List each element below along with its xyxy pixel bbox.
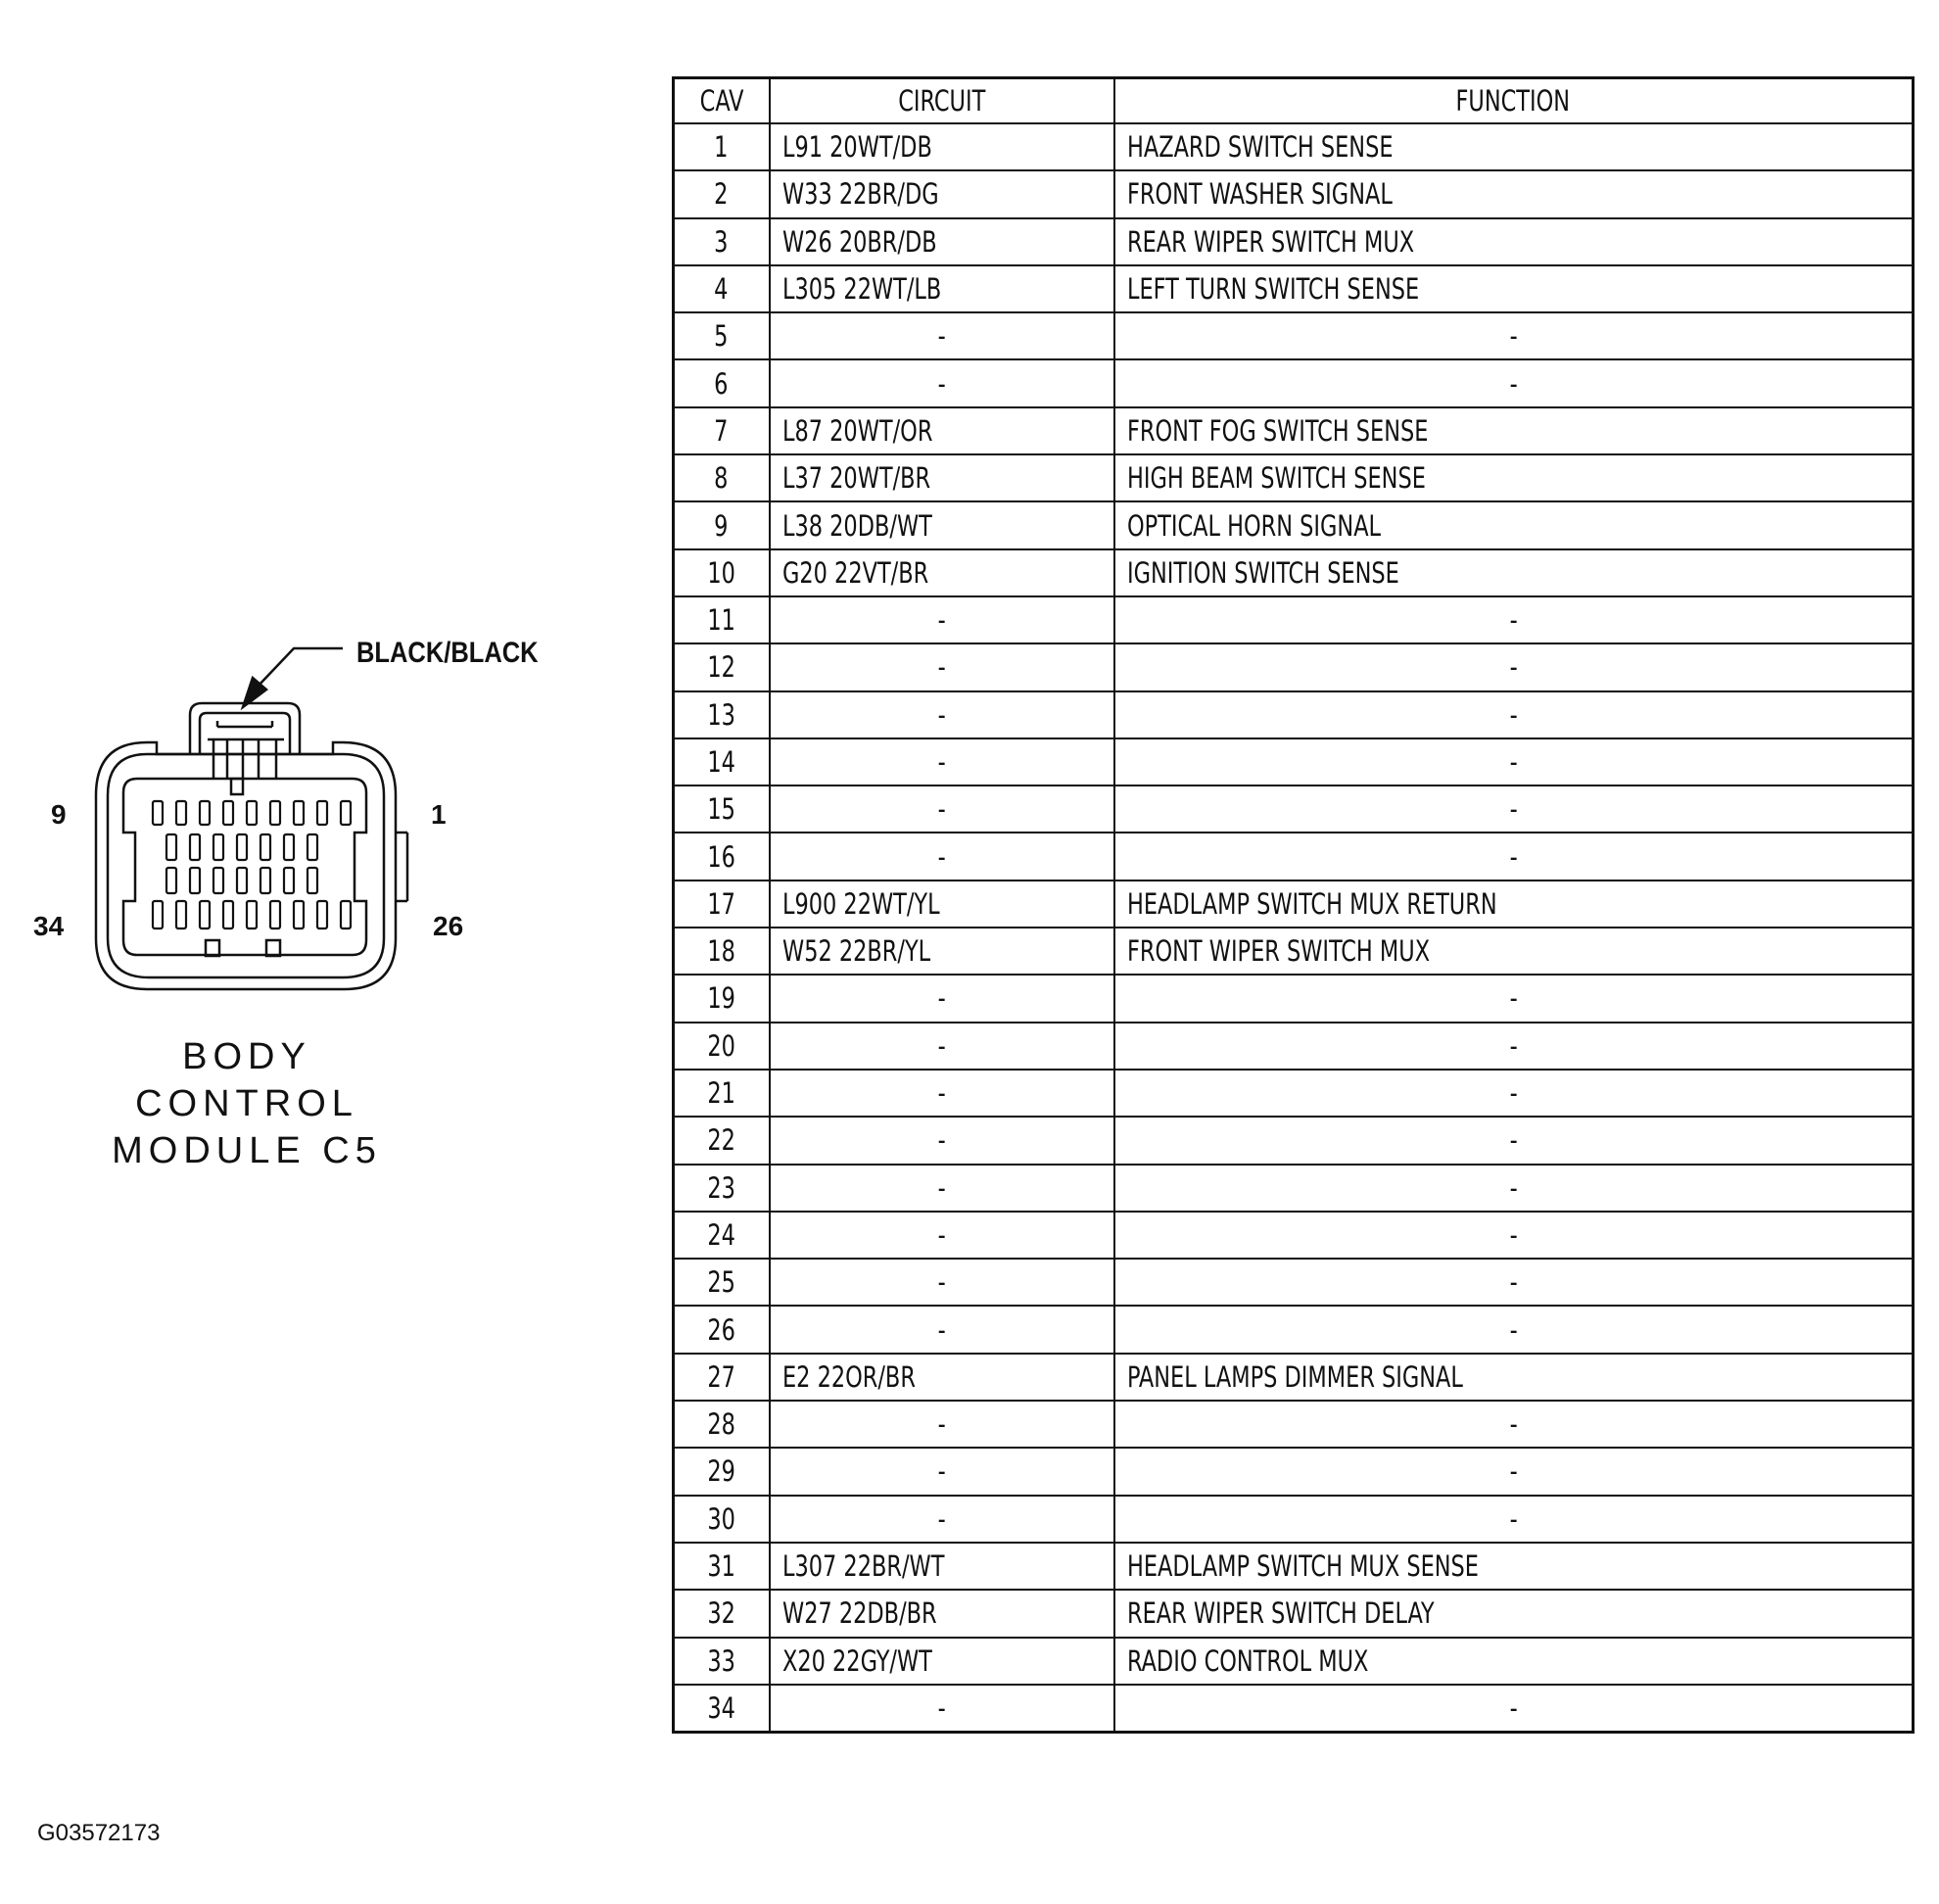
terminal-cavity [166,834,176,860]
cav-cell: 20 [674,1023,770,1070]
terminal-cavity [307,868,317,893]
table-row [674,1638,1914,1685]
function-cell: - [1114,1023,1914,1070]
circuit-cell: - [770,1212,1114,1259]
terminal-cavity [200,901,210,928]
circuit-cell: - [770,1259,1114,1306]
circuit-cell: - [770,1023,1114,1070]
callout-leader-line [257,648,343,688]
table-row [674,1496,1914,1543]
table-row [674,975,1914,1022]
pin-label-26: 26 [433,911,464,941]
cav-cell: 28 [674,1401,770,1448]
table-row [674,170,1914,217]
cav-cell: 22 [674,1117,770,1164]
pin-label-34: 34 [33,911,65,941]
function-cell: - [1114,643,1914,690]
circuit-cell: - [770,596,1114,643]
terminal-cavity [190,834,200,860]
cav-cell: 3 [674,218,770,265]
table-header-row [674,78,1914,124]
circuit-cell: - [770,1070,1114,1117]
terminal-cavity [294,801,304,825]
terminal-cavity [176,901,186,928]
terminal-cavity [176,801,186,825]
function-cell: HEADLAMP SWITCH MUX RETURN [1114,881,1914,928]
cav-cell: 16 [674,833,770,880]
connector-name [98,1033,396,1174]
function-cell: FRONT WIPER SWITCH MUX [1114,928,1914,975]
table-row [674,359,1914,406]
table-row [674,1165,1914,1212]
circuit-cell: - [770,1165,1114,1212]
circuit-cell: W52 22BR/YL [770,928,1114,975]
function-cell: - [1114,359,1914,406]
connector-name-line-2: CONTROL [135,1083,358,1124]
cav-cell: 6 [674,359,770,406]
terminal-cavity [317,801,327,825]
cav-cell: 31 [674,1543,770,1590]
function-cell: OPTICAL HORN SIGNAL [1114,501,1914,548]
table-row [674,454,1914,501]
terminal-cavity [284,834,294,860]
header-function: FUNCTION [1114,78,1914,124]
connector-name-line-3: MODULE C5 [112,1130,382,1171]
table-row [674,596,1914,643]
terminal-cavity [237,834,247,860]
function-cell: - [1114,1306,1914,1353]
terminal-cavity [260,868,270,893]
circuit-cell: L37 20WT/BR [770,454,1114,501]
pin-label-1: 1 [431,799,447,830]
circuit-cell: - [770,738,1114,785]
terminal-cavity-grid [153,801,351,928]
circuit-cell: L305 22WT/LB [770,265,1114,312]
circuit-cell: G20 22VT/BR [770,549,1114,596]
table-row [674,1590,1914,1637]
terminal-cavity [153,901,163,928]
terminal-cavity [260,834,270,860]
circuit-cell: X20 22GY/WT [770,1638,1114,1685]
circuit-cell: W33 22BR/DG [770,170,1114,217]
function-cell: - [1114,312,1914,359]
function-cell: LEFT TURN SWITCH SENSE [1114,265,1914,312]
function-cell: - [1114,1165,1914,1212]
function-cell: HAZARD SWITCH SENSE [1114,123,1914,170]
function-cell: - [1114,738,1914,785]
terminal-cavity [341,901,351,928]
terminal-cavity [223,801,233,825]
function-cell: - [1114,1070,1914,1117]
circuit-cell: L307 22BR/WT [770,1543,1114,1590]
cav-cell: 1 [674,123,770,170]
cav-cell: 24 [674,1212,770,1259]
table-row [674,549,1914,596]
circuit-cell: - [770,785,1114,833]
circuit-cell: - [770,691,1114,738]
function-cell: REAR WIPER SWITCH MUX [1114,218,1914,265]
circuit-cell: E2 22OR/BR [770,1354,1114,1401]
function-cell: FRONT FOG SWITCH SENSE [1114,407,1914,454]
terminal-cavity [190,868,200,893]
terminal-cavity [223,901,233,928]
cav-cell: 17 [674,881,770,928]
cav-cell: 23 [674,1165,770,1212]
function-cell: FRONT WASHER SIGNAL [1114,170,1914,217]
latch [190,703,300,754]
function-cell: - [1114,691,1914,738]
cav-cell: 12 [674,643,770,690]
function-cell: - [1114,1448,1914,1495]
terminal-cavity [294,901,304,928]
circuit-cell: - [770,975,1114,1022]
table-row [674,501,1914,548]
cav-cell: 2 [674,170,770,217]
circuit-cell: - [770,359,1114,406]
cav-cell: 18 [674,928,770,975]
cav-cell: 29 [674,1448,770,1495]
circuit-cell: W26 20BR/DB [770,218,1114,265]
circuit-cell: L91 20WT/DB [770,123,1114,170]
circuit-cell: - [770,1401,1114,1448]
table-row [674,1117,1914,1164]
function-cell: - [1114,975,1914,1022]
table-row [674,1259,1914,1306]
table-row [674,928,1914,975]
circuit-cell: L38 20DB/WT [770,501,1114,548]
circuit-cell: - [770,643,1114,690]
terminal-cavity [317,901,327,928]
table-row [674,1354,1914,1401]
cav-cell: 7 [674,407,770,454]
terminal-cavity [284,868,294,893]
function-cell: IGNITION SWITCH SENSE [1114,549,1914,596]
table-body [674,123,1914,1733]
connector-color-callout: BLACK/BLACK [356,637,539,669]
table-row [674,833,1914,880]
table-row [674,407,1914,454]
table-row [674,1070,1914,1117]
circuit-cell: - [770,1448,1114,1495]
circuit-cell: - [770,312,1114,359]
table-row [674,265,1914,312]
circuit-cell: L87 20WT/OR [770,407,1114,454]
terminal-cavity [237,868,247,893]
cav-cell: 34 [674,1685,770,1733]
cav-cell: 11 [674,596,770,643]
header-cav: CAV [674,78,770,124]
pin-label-9: 9 [51,799,67,830]
table-row [674,1543,1914,1590]
table-row [674,1401,1914,1448]
circuit-cell: - [770,1496,1114,1543]
table-row [674,1448,1914,1495]
terminal-cavity [166,868,176,893]
terminal-cavity [341,801,351,825]
cav-cell: 25 [674,1259,770,1306]
table-row [674,123,1914,170]
terminal-cavity [247,901,257,928]
function-cell: - [1114,596,1914,643]
terminal-cavity [270,901,280,928]
circuit-cell: - [770,1306,1114,1353]
terminal-cavity [200,801,210,825]
circuit-cell: W27 22DB/BR [770,1590,1114,1637]
terminal-cavity [153,801,163,825]
table-row [674,643,1914,690]
table-row [674,312,1914,359]
function-cell: PANEL LAMPS DIMMER SIGNAL [1114,1354,1914,1401]
cav-cell: 27 [674,1354,770,1401]
circuit-cell: - [770,833,1114,880]
table-row [674,218,1914,265]
cav-cell: 19 [674,975,770,1022]
header-circuit: CIRCUIT [770,78,1114,124]
cav-cell: 32 [674,1590,770,1637]
function-cell: RADIO CONTROL MUX [1114,1638,1914,1685]
table-row [674,1023,1914,1070]
figure-id: G03572173 [37,1820,161,1846]
terminal-cavity [213,834,223,860]
terminal-cavity [270,801,280,825]
table-row [674,691,1914,738]
terminal-cavity [307,834,317,860]
cav-cell: 30 [674,1496,770,1543]
table-row [674,1306,1914,1353]
cav-cell: 8 [674,454,770,501]
cav-cell: 33 [674,1638,770,1685]
cav-cell: 4 [674,265,770,312]
connector-name-line-1: BODY [182,1036,311,1077]
function-cell: - [1114,1212,1914,1259]
function-cell: REAR WIPER SWITCH DELAY [1114,1590,1914,1637]
function-cell: - [1114,1496,1914,1543]
function-cell: - [1114,1117,1914,1164]
cav-cell: 10 [674,549,770,596]
table-row [674,738,1914,785]
function-cell: HEADLAMP SWITCH MUX SENSE [1114,1543,1914,1590]
cav-cell: 26 [674,1306,770,1353]
table-row [674,1685,1914,1733]
function-cell: HIGH BEAM SWITCH SENSE [1114,454,1914,501]
function-cell: - [1114,785,1914,833]
table-row [674,881,1914,928]
cav-cell: 13 [674,691,770,738]
cavity-table [672,76,1915,1734]
cav-cell: 9 [674,501,770,548]
table-row [674,785,1914,833]
function-cell: - [1114,1259,1914,1306]
function-cell: - [1114,833,1914,880]
cav-cell: 21 [674,1070,770,1117]
cav-cell: 14 [674,738,770,785]
terminal-cavity [247,801,257,825]
table-row [674,1212,1914,1259]
function-cell: - [1114,1685,1914,1733]
terminal-cavity [213,868,223,893]
circuit-cell: L900 22WT/YL [770,881,1114,928]
cav-cell: 5 [674,312,770,359]
circuit-cell: - [770,1685,1114,1733]
function-cell: - [1114,1401,1914,1448]
cav-cell: 15 [674,785,770,833]
circuit-cell: - [770,1117,1114,1164]
